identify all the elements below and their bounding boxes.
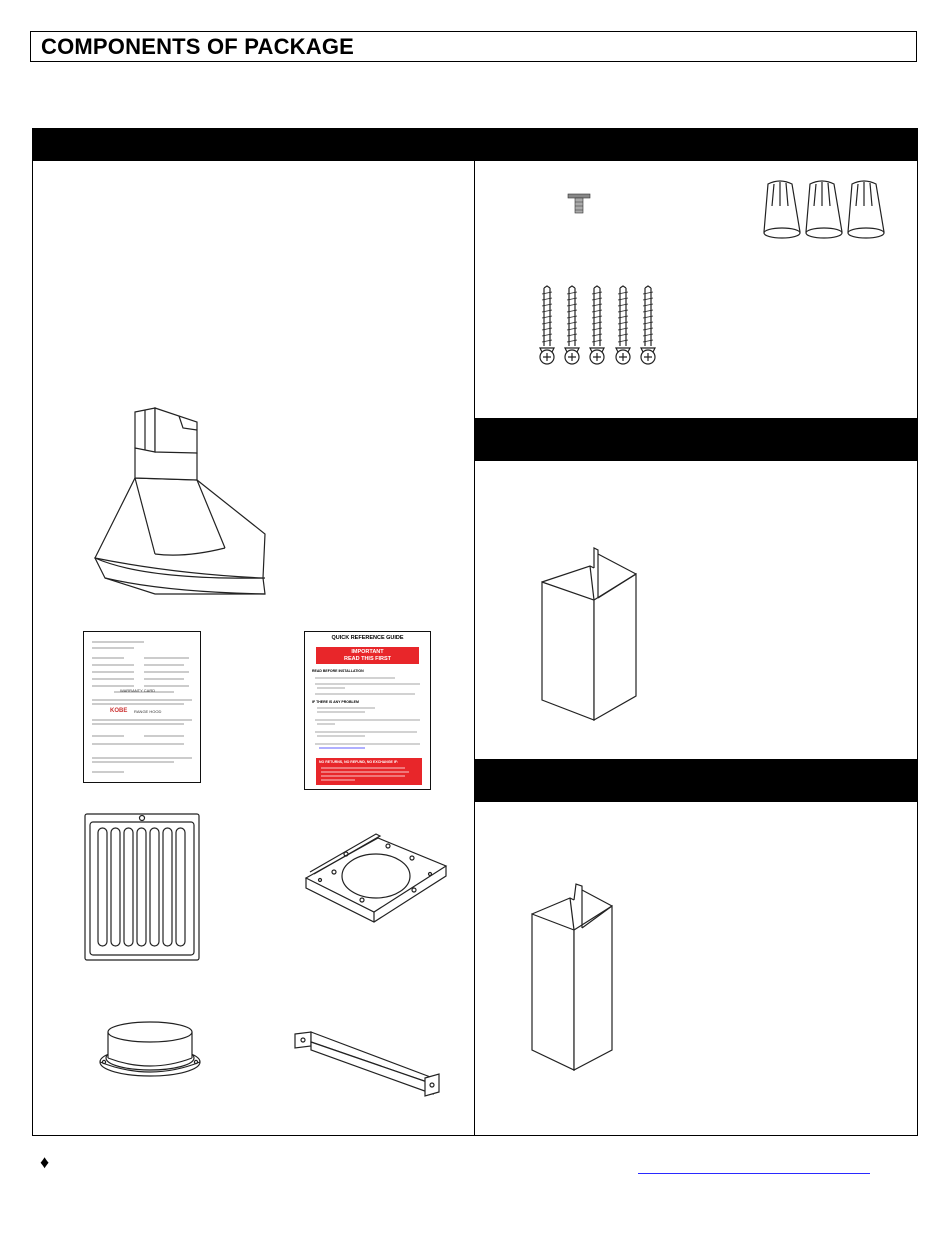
guide-title: QUICK REFERENCE GUIDE bbox=[331, 635, 404, 641]
page-title: COMPONENTS OF PACKAGE bbox=[41, 34, 355, 59]
quick-reference-guide bbox=[304, 631, 431, 790]
small-screw-icon bbox=[567, 193, 593, 215]
table-header-bar bbox=[32, 128, 918, 161]
lower-chimney-illustration bbox=[526, 884, 618, 1074]
guide-no-returns: NO RETURNS, NO REFUND, NO EXCHANGE IF: bbox=[319, 760, 399, 764]
warranty-card bbox=[83, 631, 201, 783]
grease-filter-illustration bbox=[84, 812, 200, 962]
wire-nuts-illustration bbox=[760, 178, 890, 242]
long-screws-illustration bbox=[532, 286, 662, 366]
guide-before-install: READ BEFORE INSTALLATION bbox=[312, 669, 364, 673]
mounting-plate-illustration bbox=[300, 818, 450, 928]
section-header-bar-upper-chimney bbox=[475, 418, 918, 461]
warranty-card-section: WARRANTY CARD bbox=[120, 688, 156, 693]
guide-important-line2: READ THIS FIRST bbox=[343, 656, 392, 662]
guide-if-problem: IF THERE IS ANY PROBLEM bbox=[312, 700, 359, 704]
duct-collar-illustration bbox=[98, 1018, 202, 1086]
upper-chimney-illustration bbox=[536, 548, 640, 724]
warranty-card-subtitle: RANGE HOOD bbox=[134, 709, 162, 714]
footer-link-underline[interactable] bbox=[638, 1173, 870, 1174]
range-hood-illustration bbox=[85, 408, 285, 608]
guide-important-line1: IMPORTANT bbox=[351, 649, 384, 655]
column-divider bbox=[474, 161, 475, 1136]
warranty-card-brand: KOBE bbox=[110, 708, 128, 714]
chimney-bracket-illustration bbox=[293, 1030, 443, 1098]
footer-bullet: ♦ bbox=[40, 1152, 50, 1172]
title-box bbox=[30, 31, 917, 62]
section-header-bar-lower-chimney bbox=[475, 759, 918, 802]
